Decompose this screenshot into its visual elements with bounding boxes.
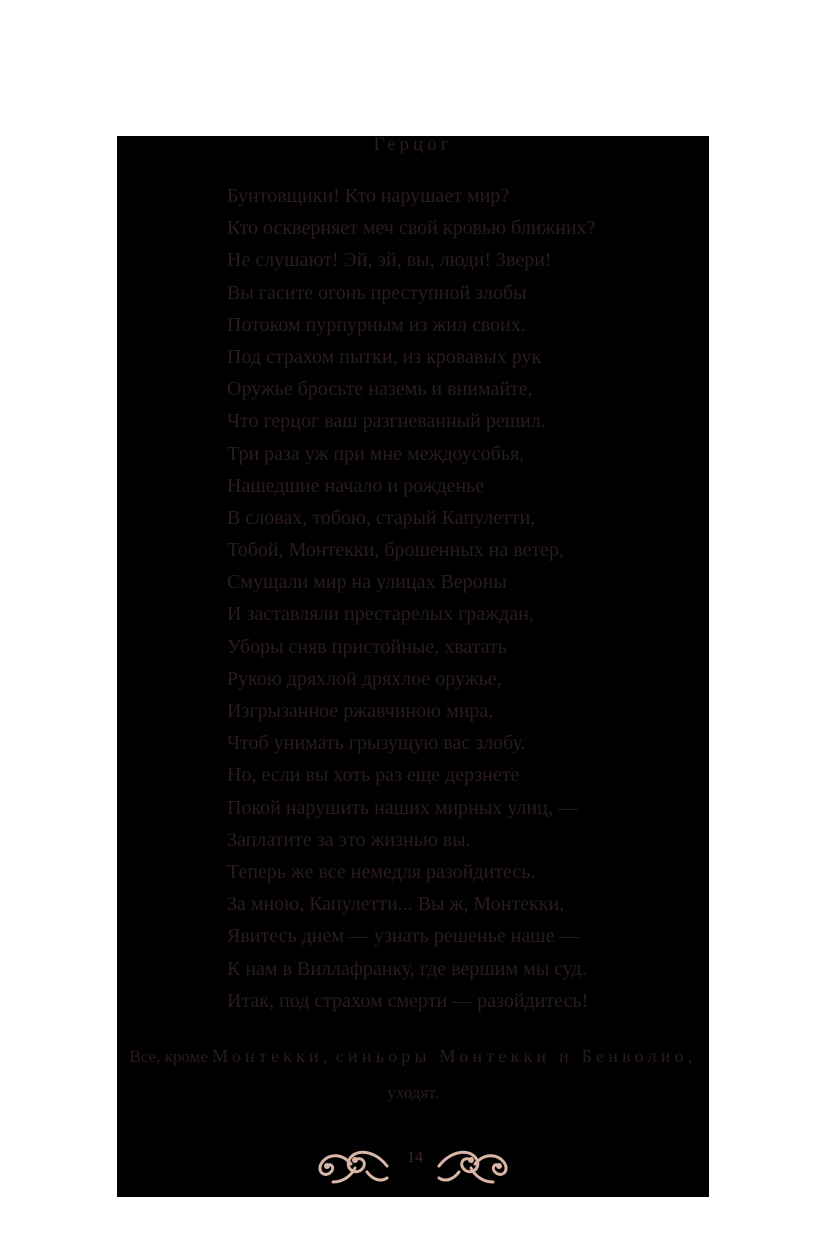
stage-direction-names-1: Монтекки, bbox=[212, 1046, 332, 1066]
stage-direction-names-2: синьоры Монтекки и Бенволио, bbox=[335, 1046, 697, 1066]
verse-line: Смущали мир на улицах Вероны bbox=[227, 571, 507, 594]
verse-line: Бунтовщики! Кто нарушает мир? bbox=[227, 185, 510, 207]
verse-line: Три раза уж при мне междоусобья, bbox=[227, 442, 525, 465]
verse-line: Не слушают! Эй, эй, вы, люди! Звери! bbox=[227, 249, 552, 272]
stage-direction-line-1 bbox=[117, 1038, 709, 1075]
scroll-flourish-icon bbox=[435, 1142, 511, 1188]
verse-line: Тобой, Монтекки, брошенных на ветер, bbox=[227, 539, 565, 562]
page-number: 14 bbox=[407, 1149, 423, 1166]
verse-line: Нашедшие начало и рожденье bbox=[227, 474, 485, 497]
verse-line: К нам в Виллафранку, где вершим мы суд. bbox=[227, 957, 587, 980]
verse-line: Кто оскверняет меч свой кровью ближних? bbox=[227, 217, 596, 240]
verse-line: Что герцог ваш разгневанный решил. bbox=[227, 410, 546, 433]
speaker-name: Герцог bbox=[373, 134, 453, 155]
verse-line: В словах, тобою, старый Капулетти, bbox=[227, 506, 536, 529]
verse-line: За мною, Капулетти... Вы ж, Монтекки, bbox=[227, 893, 565, 916]
verse-line: Под страхом пытки, из кровавых рук bbox=[227, 345, 542, 368]
verse-line: Итак, под страхом смерти — разойдитесь! bbox=[227, 989, 589, 1012]
verse-line: Заплатите за это жизнью вы. bbox=[227, 828, 471, 851]
verse-line: И заставляли престарелых граждан, bbox=[227, 603, 534, 626]
scroll-flourish-icon bbox=[315, 1142, 391, 1188]
verse-line: Чтоб унимать грызущую вас злобу. bbox=[227, 732, 526, 755]
verse-block bbox=[227, 180, 596, 1017]
stage-direction bbox=[117, 1038, 709, 1111]
verse-line: Потоком пурпурным из жил своих. bbox=[227, 313, 526, 336]
verse-line: Уборы сняв пристойные, хватать bbox=[227, 635, 507, 658]
stage-direction-line-2: уходят. bbox=[387, 1083, 439, 1102]
verse-line: Явитесь днем — узнать решенье наше — bbox=[227, 925, 580, 948]
book-page bbox=[117, 136, 709, 1197]
stage-direction-prefix: Все, кроме bbox=[129, 1047, 208, 1066]
verse-line: Покой нарушить наших мирных улиц, — bbox=[227, 796, 578, 819]
verse-line: Теперь же все немедля разойдитесь. bbox=[227, 860, 536, 883]
verse-line: Но, если вы хоть раз еще дерзнете bbox=[227, 764, 520, 787]
verse-line: Изгрызанное ржавчиною мира, bbox=[227, 700, 494, 722]
verse-line: Вы гасите огонь преступной злобы bbox=[227, 281, 527, 304]
verse-line: Рукою дряхлой дряхлое оружье, bbox=[227, 667, 502, 690]
verse-line: Оружье бросьте наземь и внимайте, bbox=[227, 378, 533, 401]
